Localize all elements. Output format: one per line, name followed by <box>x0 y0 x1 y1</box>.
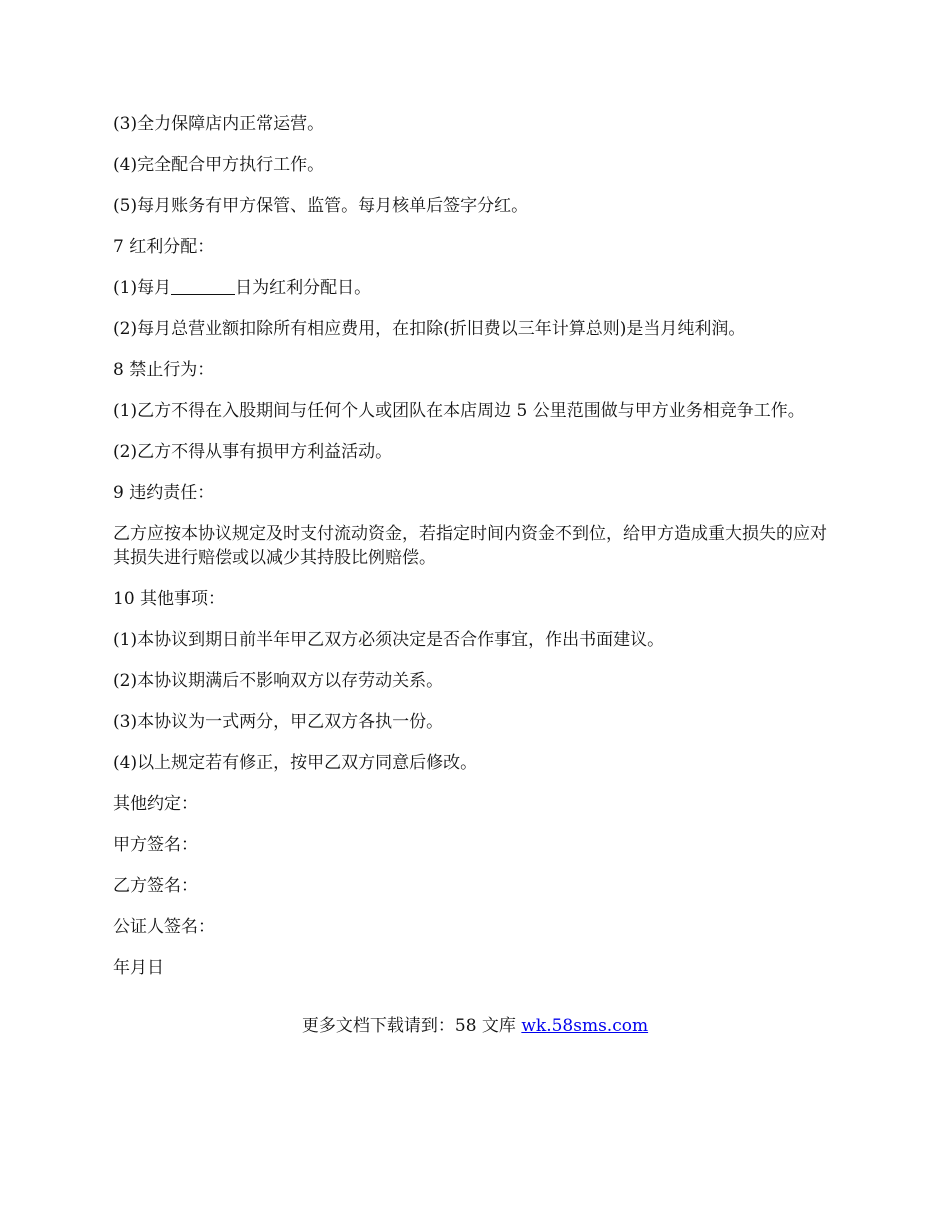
clause-10-2: (2)本协议期满后不影响双方以存劳动关系。 <box>113 671 444 691</box>
date-line: 年月日 <box>113 958 164 978</box>
clause-10-1: (1)本协议到期日前半年甲乙双方必须决定是否合作事宜，作出书面建议。 <box>113 630 665 650</box>
other-agreements-label: 其他约定： <box>113 794 198 814</box>
notary-signature-label: 公证人签名： <box>113 917 215 937</box>
document-body <box>113 112 843 997</box>
download-footer <box>0 1014 950 1038</box>
footer-site-link[interactable]: wk.58sms.com <box>521 1016 649 1036</box>
clause-10-3: (3)本协议为一式两分，甲乙双方各执一份。 <box>113 712 444 732</box>
clause-8-2: (2)乙方不得从事有损甲方利益活动。 <box>113 442 393 462</box>
clause-6-4: (4)完全配合甲方执行工作。 <box>113 155 325 175</box>
party-b-signature-label: 乙方签名： <box>113 876 198 896</box>
clause-7-1-suffix: 日为红利分配日。 <box>235 278 372 298</box>
section-10-heading: 10 其他事项： <box>113 589 226 609</box>
clause-7-1-prefix: (1)每月 <box>113 278 172 298</box>
party-a-signature-label: 甲方签名： <box>113 835 198 855</box>
section-7-heading: 7 红利分配： <box>113 237 215 257</box>
clause-6-5: (5)每月账务有甲方保管、监管。每月核单后签字分红。 <box>113 196 529 216</box>
section-9-heading: 9 违约责任： <box>113 483 215 503</box>
clause-7-2: (2)每月总营业额扣除所有相应费用，在扣除(折旧费以三年计算总则)是当月纯利润。 <box>113 319 746 339</box>
clause-6-3: (3)全力保障店内正常运营。 <box>113 114 325 134</box>
clause-8-1: (1)乙方不得在入股期间与任何个人或团队在本店周边 5 公里范围做与甲方业务相竞争工作。 <box>113 401 805 421</box>
section-8-heading: 8 禁止行为： <box>113 360 215 380</box>
clause-9-body: 乙方应按本协议规定及时支付流动资金，若指定时间内资金不到位，给甲方造成重大损失的应对其损失进行赔偿或以减少其持股比例赔偿。 <box>113 524 827 568</box>
fill-in-blank <box>171 278 235 295</box>
clause-7-1 <box>113 276 843 300</box>
clause-10-4: (4)以上规定若有修正，按甲乙双方同意后修改。 <box>113 753 478 773</box>
footer-prefix: 更多文档下载请到：58 文库 <box>301 1016 522 1036</box>
